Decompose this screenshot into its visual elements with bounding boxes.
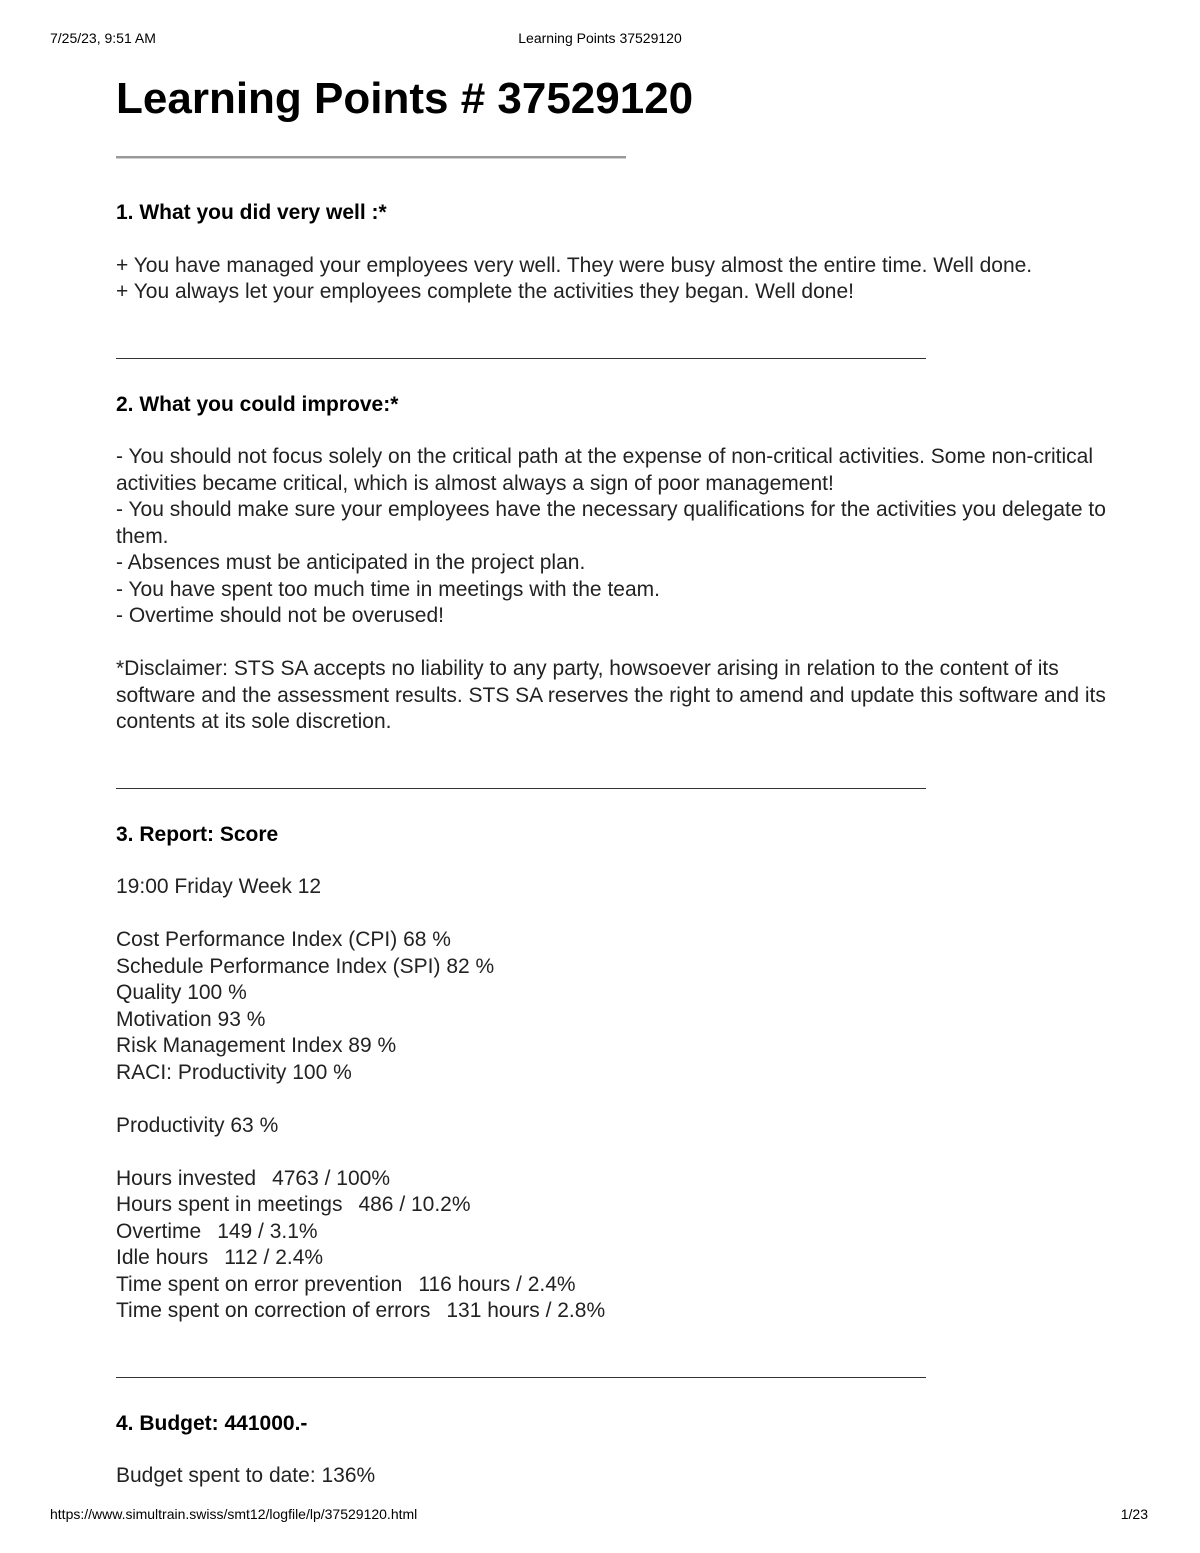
hours-label: Hours invested	[116, 1166, 257, 1190]
report-timestamp: 19:00 Friday Week 12	[116, 875, 322, 898]
hours-label: Hours spent in meetings	[116, 1193, 343, 1216]
print-footer	[50, 1506, 1148, 1526]
disclaimer-text: *Disclaimer: STS SA accepts no liability to any party, howsoever arising in relation to the content of its software and the assessment results. STS SA reserves the right to amend and update this software and its contents at its sole discretion.	[116, 657, 1106, 733]
report-index: Quality 100 %	[116, 981, 247, 1004]
section-did-well-heading: 1. What you did very well :*	[116, 201, 387, 224]
hours-row	[116, 1272, 1126, 1299]
document-content	[116, 72, 1126, 1490]
print-page-number: 1/23	[1120, 1506, 1148, 1522]
report-index: Schedule Performance Index (SPI) 82 %	[116, 954, 495, 978]
improve-line: - You have spent too much time in meetings with the team.	[116, 577, 660, 601]
hours-row	[116, 1219, 1126, 1246]
section-improve-heading: 2. What you could improve:*	[116, 392, 399, 416]
section-budget-heading: 4. Budget: 441000.-	[116, 1411, 308, 1435]
report-index: RACI: Productivity 100 %	[116, 1060, 352, 1084]
print-doc-title: Learning Points 37529120	[518, 30, 682, 46]
report-index: Cost Performance Index (CPI) 68 %	[116, 928, 451, 951]
hours-value: 131 hours / 2.8%	[446, 1299, 606, 1322]
improve-line: - Overtime should not be overused!	[116, 604, 445, 627]
hours-row	[116, 1166, 1126, 1193]
section-report-heading: 3. Report: Score	[116, 822, 279, 846]
hours-label: Overtime	[116, 1219, 202, 1243]
hours-value: 4763 / 100%	[272, 1166, 391, 1190]
improve-line: - You should not focus solely on the critical path at the expense of non-critical activities. Some non-critical activities became critical, which is almost always a sign of poor management!	[116, 445, 1094, 495]
report-productivity: Productivity 63 %	[116, 1113, 279, 1137]
print-url: https://www.simultrain.swiss/smt12/logfile/lp/37529120.html	[50, 1506, 418, 1522]
hours-value: 486 / 10.2%	[358, 1193, 471, 1216]
hours-row	[116, 1245, 1126, 1272]
did-well-line: + You always let your employees complete the activities they began. Well done!	[116, 280, 854, 303]
hours-row	[116, 1192, 1126, 1219]
hours-row	[116, 1298, 1126, 1325]
did-well-line: + You have managed your employees very well. They were busy almost the entire time. Well done.	[116, 253, 1033, 277]
hours-value: 116 hours / 2.4%	[418, 1272, 576, 1296]
hours-value: 112 / 2.4%	[224, 1246, 324, 1269]
report-index: Risk Management Index 89 %	[116, 1034, 397, 1057]
hours-value: 149 / 3.1%	[217, 1219, 318, 1243]
report-index: Motivation 93 %	[116, 1007, 266, 1031]
hours-label: Idle hours	[116, 1246, 209, 1269]
print-header	[50, 30, 1150, 50]
improve-line: - Absences must be anticipated in the project plan.	[116, 551, 586, 574]
print-date: 7/25/23, 9:51 AM	[50, 30, 156, 46]
hours-label: Time spent on correction of errors	[116, 1299, 431, 1322]
improve-line: - You should make sure your employees have the necessary qualifications for the activities you delegate to them.	[116, 498, 1106, 548]
hours-label: Time spent on error prevention	[116, 1272, 403, 1296]
budget-spent: Budget spent to date: 136%	[116, 1464, 376, 1487]
page-title: Learning Points # 37529120	[116, 74, 694, 123]
